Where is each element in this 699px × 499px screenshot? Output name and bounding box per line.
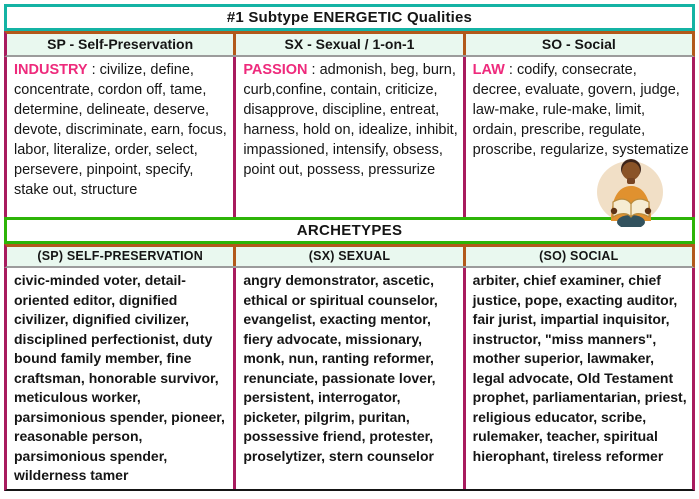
qualities-text-so: : codify, consecrate, decree, evaluate, govern, judge, law-make, rule-make, limit, ordain, prescribe, regulate, proscribe, regularize, systematize	[472, 62, 689, 158]
archetypes-banner	[4, 217, 695, 244]
archetypes-header-row	[4, 244, 695, 268]
person-reading-book-icon	[594, 153, 668, 227]
archetypes-header-sx: (SX) SEXUAL	[233, 247, 462, 266]
archetypes-header-so: (SO) SOCIAL	[463, 247, 692, 266]
qualities-text-sx: : admonish, beg, burn, curb,confine, contain, criticize, disapprove, discipline, entreat, harness, hold on, idealize, inhibit, impassioned, intensify, obsess, point out, possess, pressurize	[243, 62, 458, 178]
qualities-keyword-sx: PASSION	[243, 62, 308, 78]
page-title-text: #1 Subtype ENERGETIC Qualities	[226, 9, 473, 26]
qualities-cell-sp	[7, 57, 233, 217]
archetypes-body-row	[4, 268, 695, 491]
qualities-body-row	[4, 57, 695, 217]
qualities-header-sp: SP - Self-Preservation	[47, 36, 194, 52]
qualities-header-row	[4, 31, 695, 57]
archetypes-cell-so: arbiter, chief examiner, chief justice, pope, exacting auditor, fair jurist, impartial inquisitor, instructor, "miss manners", mother superior, lawmaker, legal advocate, Old Testament prophet, parliamentarian, priest, religious educator, scribe, rulemaker, teacher, spiritual hierophant, tireless reformer	[463, 268, 692, 489]
archetypes-banner-text: ARCHETYPES	[296, 222, 403, 239]
archetypes-cell-sp: civic-minded voter, detail-oriented editor, dignified civilizer, dignified civilizer, disciplined perfectionist, duty bound family member, fine craftsman, honorable survivor, meticulous worker, parsimonious spender, pioneer, reasonable person, parsimonious spender, wilderness tamer	[14, 272, 225, 483]
qualities-header-sx: SX - Sexual / 1-on-1	[233, 34, 462, 55]
archetypes-header-sp: (SP) SELF-PRESERVATION	[37, 249, 203, 263]
qualities-header-so: SO - Social	[463, 34, 692, 55]
page-title	[4, 4, 695, 31]
archetypes-cell-sx: angry demonstrator, ascetic, ethical or spiritual counselor, evangelist, exacting mentor, fiery advocate, missionary, monk, nun, ranting reformer, renunciate, passionate lover, persistent, interrogator, picketer, pilgrim, puritan, possessive friend, protester, proselytizer, stern counselor	[233, 268, 462, 489]
qualities-cell-sx	[233, 57, 462, 217]
qualities-keyword-sp: INDUSTRY	[14, 62, 88, 78]
qualities-text-sp: : civilize, define, concentrate, cordon off, tame, determine, delineate, deserve, devote, discriminate, earn, focus, labor, literalize, order, select, persevere, pinpoint, specify, stake out, structure	[14, 62, 227, 198]
qualities-keyword-so: LAW	[472, 62, 505, 78]
